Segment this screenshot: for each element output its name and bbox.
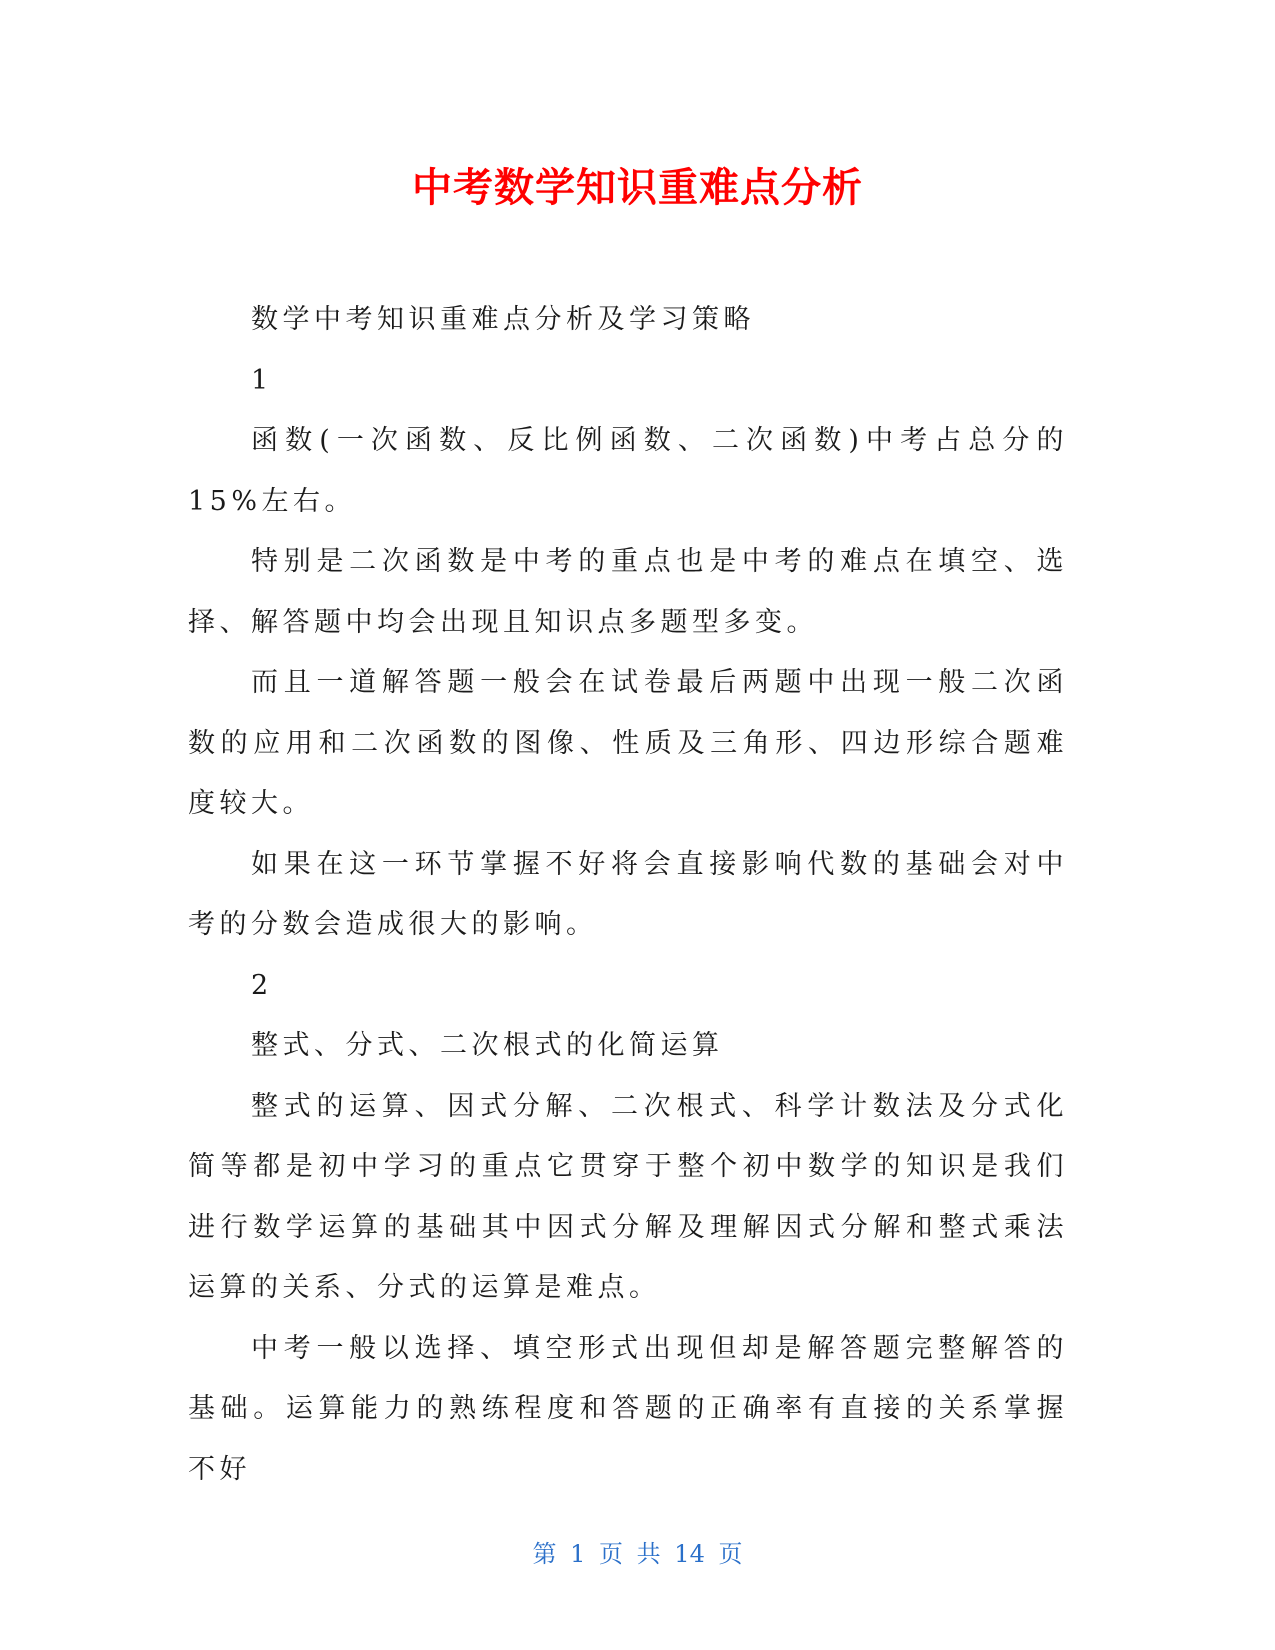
section-number: 1 [251, 364, 273, 396]
paragraph: 数学中考知识重难点分析及学习策略 [251, 304, 755, 335]
page-footer: 第 1 页 共 14 页 [532, 1540, 743, 1568]
paragraph: 特别是二次函数是中考的重点也是中考的难点在填空、选择、解答题中均会出现且知识点多题型多变。 [188, 546, 1068, 638]
paragraph: 整式的运算、因式分解、二次根式、科学计数法及分式化简等都是初中学习的重点它贯穿于整个初中数学的知识是我们进行数学运算的基础其中因式分解及理解因式分解和整式乘法运算的关系、分式的运算是难点。 [188, 1090, 1068, 1303]
document-body [188, 290, 1068, 1500]
paragraph: 中考一般以选择、填空形式出现但却是解答题完整解答的基础。运算能力的熟练程度和答题的正确率有直接的关系掌握不好 [188, 1332, 1068, 1485]
paragraph: 而且一道解答题一般会在试卷最后两题中出现一般二次函数的应用和二次函数的图像、性质及三角形、四边形综合题难度较大。 [188, 667, 1068, 819]
paragraph: 函数(一次函数、反比例函数、二次函数)中考占总分的15%左右。 [188, 425, 1068, 517]
section-heading: 整式、分式、二次根式的化简运算 [251, 1030, 724, 1061]
document-title: 中考数学知识重难点分析 [412, 165, 863, 211]
paragraph: 如果在这一环节掌握不好将会直接影响代数的基础会对中考的分数会造成很大的影响。 [188, 848, 1068, 940]
section-number: 2 [251, 969, 273, 1001]
